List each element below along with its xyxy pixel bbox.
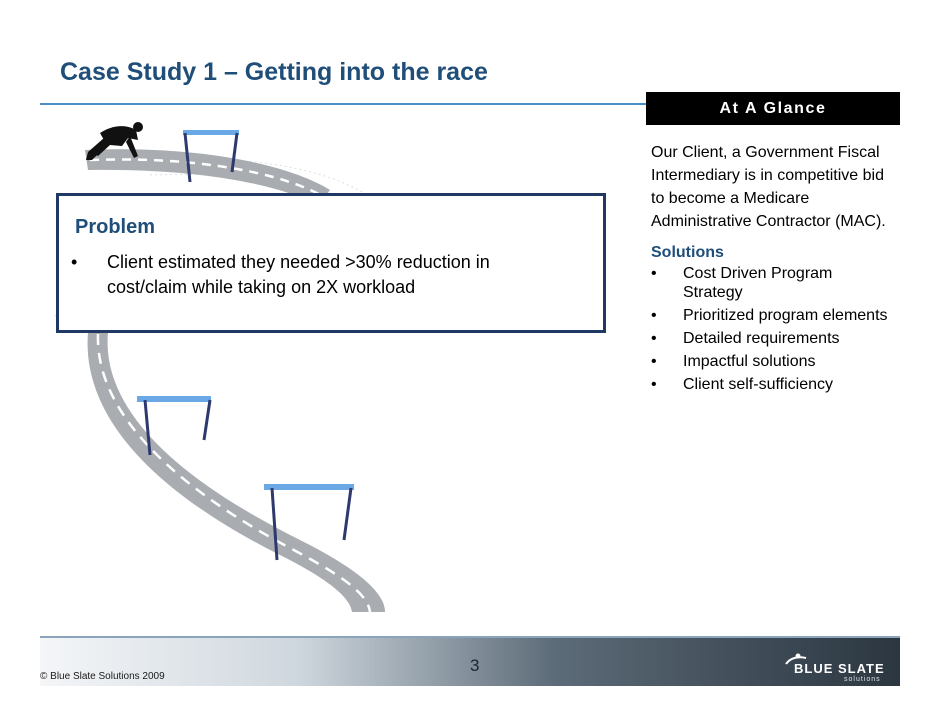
logo-subtext: solutions: [844, 676, 881, 683]
bullet-icon: •: [651, 330, 657, 347]
list-item: • Detailed requirements: [651, 330, 840, 347]
page-number: 3: [470, 656, 480, 675]
bullet-icon: •: [651, 265, 657, 282]
list-item: • Prioritized program elements: [651, 307, 888, 324]
bullet-icon: •: [71, 252, 78, 272]
problem-item: • Client estimated they needed >30% reduction in cost/claim while taking on 2X workload: [71, 252, 490, 297]
solutions-list: [651, 264, 896, 394]
at-a-glance-panel: [651, 141, 896, 398]
slide-title: Case Study 1 – Getting into the race: [60, 58, 488, 86]
bullet-icon: •: [651, 376, 657, 393]
solutions-heading: Solutions: [651, 244, 724, 261]
list-item: • Client self-sufficiency: [651, 376, 833, 393]
hurdle-icon: [137, 396, 211, 455]
problem-box: [56, 193, 606, 333]
company-logo: [780, 650, 892, 684]
list-item: • Cost Driven Program Strategy: [651, 265, 833, 301]
road-lower: [88, 332, 385, 612]
copyright-notice: © Blue Slate Solutions 2009: [40, 671, 165, 682]
problem-heading: Problem: [75, 216, 156, 238]
client-description: Our Client, a Government Fiscal Intermediary is in competitive bid to become a Medicare Administrative Contractor (MAC).: [651, 144, 886, 230]
bullet-icon: •: [651, 307, 657, 324]
at-a-glance-header: At A Glance: [646, 92, 900, 125]
list-item: • Impactful solutions: [651, 353, 816, 370]
road-lower-stripe: [98, 334, 370, 612]
bullet-icon: •: [651, 353, 657, 370]
logo-wordmark: BLUE SLATE: [794, 661, 885, 676]
